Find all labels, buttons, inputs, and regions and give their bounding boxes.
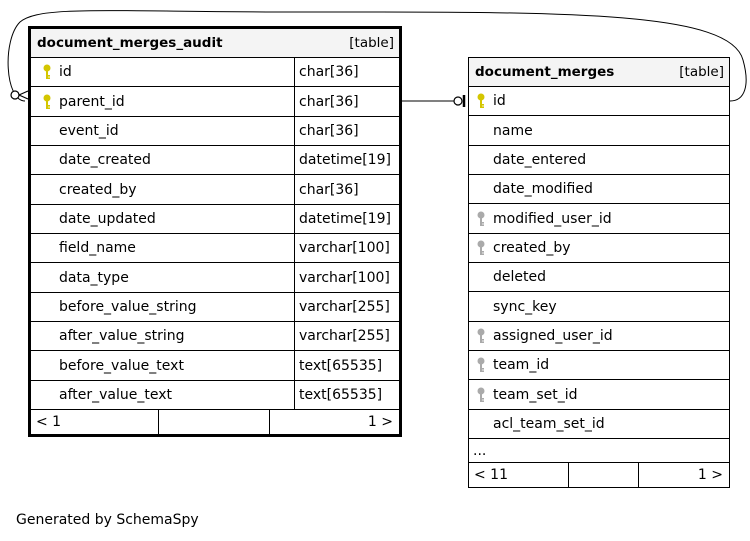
- column-row[interactable]: [31, 351, 399, 380]
- table-document-merges-audit[interactable]: [28, 26, 402, 437]
- column-name-cell: [469, 263, 729, 291]
- table-name: document_merges_audit: [37, 35, 223, 51]
- column-row[interactable]: [469, 116, 729, 145]
- column-name-cell: [469, 351, 729, 379]
- column-name: id: [493, 93, 506, 110]
- column-name: data_type: [59, 269, 129, 286]
- column-row[interactable]: [31, 381, 399, 410]
- column-type: char[36]: [294, 117, 399, 145]
- column-name: team_set_id: [493, 386, 578, 403]
- column-name-cell: [469, 292, 729, 320]
- footer-middle: [568, 463, 639, 487]
- table-kind: [table]: [349, 35, 394, 51]
- column-name-cell: [469, 204, 729, 232]
- column-name-cell: [31, 351, 294, 379]
- column-name: date_entered: [493, 151, 587, 168]
- table-header: [469, 58, 729, 87]
- column-row[interactable]: [31, 263, 399, 292]
- footer-right: 1 >: [697, 467, 723, 484]
- column-name-cell: [469, 322, 729, 350]
- footer-right: 1 >: [367, 414, 393, 431]
- column-name: deleted: [493, 269, 546, 286]
- column-name-cell: [31, 293, 294, 321]
- foreign-key-icon: [469, 328, 493, 344]
- column-list: [469, 87, 729, 439]
- column-name: date_updated: [59, 210, 156, 227]
- column-name-cell: [31, 263, 294, 291]
- column-name: parent_id: [59, 93, 125, 110]
- column-name: modified_user_id: [493, 210, 612, 227]
- column-type: text[65535]: [294, 381, 399, 409]
- column-name-cell: [31, 146, 294, 174]
- column-row[interactable]: [469, 204, 729, 233]
- relation-loop-crowfoot: [19, 91, 28, 99]
- column-type: char[36]: [294, 87, 399, 115]
- column-name-cell: [469, 175, 729, 203]
- column-row[interactable]: [469, 410, 729, 439]
- more-columns-ellipsis: ...: [469, 439, 729, 463]
- foreign-key-icon: [469, 240, 493, 256]
- column-name: before_value_text: [59, 357, 184, 374]
- column-name: date_created: [59, 152, 151, 169]
- column-row[interactable]: [469, 87, 729, 116]
- column-name: sync_key: [493, 298, 557, 315]
- column-name-cell: [469, 234, 729, 262]
- column-row[interactable]: [469, 146, 729, 175]
- column-name: created_by: [59, 181, 137, 198]
- relation-zero-marker: [454, 97, 462, 105]
- column-row[interactable]: [469, 351, 729, 380]
- foreign-key-icon: [469, 387, 493, 403]
- table-footer: [31, 410, 399, 434]
- column-type: varchar[255]: [294, 293, 399, 321]
- column-row[interactable]: [31, 234, 399, 263]
- column-name: after_value_text: [59, 386, 172, 403]
- primary-key-icon: [35, 64, 59, 80]
- table-kind: [table]: [679, 64, 724, 80]
- column-type: datetime[19]: [294, 205, 399, 233]
- column-type: text[65535]: [294, 351, 399, 379]
- column-name-cell: [31, 234, 294, 262]
- column-row[interactable]: [469, 263, 729, 292]
- column-name: before_value_string: [59, 298, 197, 315]
- column-name-cell: [31, 381, 294, 409]
- column-name-cell: [31, 58, 294, 86]
- column-type: char[36]: [294, 175, 399, 203]
- column-type: varchar[255]: [294, 322, 399, 350]
- column-name: after_value_string: [59, 328, 185, 345]
- column-list: [31, 58, 399, 410]
- column-row[interactable]: [31, 146, 399, 175]
- column-name: assigned_user_id: [493, 327, 613, 344]
- column-name: created_by: [493, 239, 571, 256]
- footer-middle: [158, 410, 270, 434]
- column-row[interactable]: [31, 175, 399, 204]
- foreign-key-icon: [469, 357, 493, 373]
- column-row[interactable]: [469, 380, 729, 409]
- column-row[interactable]: [31, 117, 399, 146]
- column-name-cell: [31, 175, 294, 203]
- column-name: event_id: [59, 122, 119, 139]
- table-footer: [469, 463, 729, 487]
- foreign-key-icon: [469, 211, 493, 227]
- primary-key-icon: [469, 93, 493, 109]
- column-name: date_modified: [493, 181, 593, 198]
- column-name-cell: [31, 117, 294, 145]
- table-header: [31, 29, 399, 58]
- column-name-cell: [31, 205, 294, 233]
- column-type: datetime[19]: [294, 146, 399, 174]
- column-row[interactable]: [31, 205, 399, 234]
- table-document-merges[interactable]: [468, 57, 730, 488]
- primary-key-icon: [35, 94, 59, 110]
- relation-loop-zero-marker: [11, 91, 19, 99]
- column-name: name: [493, 122, 533, 139]
- column-name-cell: [469, 87, 729, 115]
- generated-by-note: Generated by SchemaSpy: [16, 512, 199, 528]
- column-name-cell: [469, 380, 729, 408]
- column-row[interactable]: [469, 234, 729, 263]
- column-row[interactable]: [31, 87, 399, 116]
- column-row[interactable]: [469, 292, 729, 321]
- column-row[interactable]: [31, 58, 399, 87]
- column-row[interactable]: [31, 293, 399, 322]
- column-type: char[36]: [294, 58, 399, 86]
- column-type: varchar[100]: [294, 234, 399, 262]
- table-name: document_merges: [475, 64, 615, 80]
- column-name: field_name: [59, 240, 136, 257]
- column-name: acl_team_set_id: [493, 415, 605, 432]
- column-name-cell: [469, 410, 729, 438]
- column-row[interactable]: [469, 322, 729, 351]
- column-name-cell: [31, 87, 294, 115]
- footer-left: < 11: [474, 467, 508, 484]
- column-name-cell: [469, 146, 729, 174]
- column-row[interactable]: [469, 175, 729, 204]
- column-name: id: [59, 64, 72, 81]
- footer-left: < 1: [36, 414, 62, 431]
- column-type: varchar[100]: [294, 263, 399, 291]
- column-name-cell: [31, 322, 294, 350]
- column-name-cell: [469, 116, 729, 144]
- column-name: team_id: [493, 357, 550, 374]
- column-row[interactable]: [31, 322, 399, 351]
